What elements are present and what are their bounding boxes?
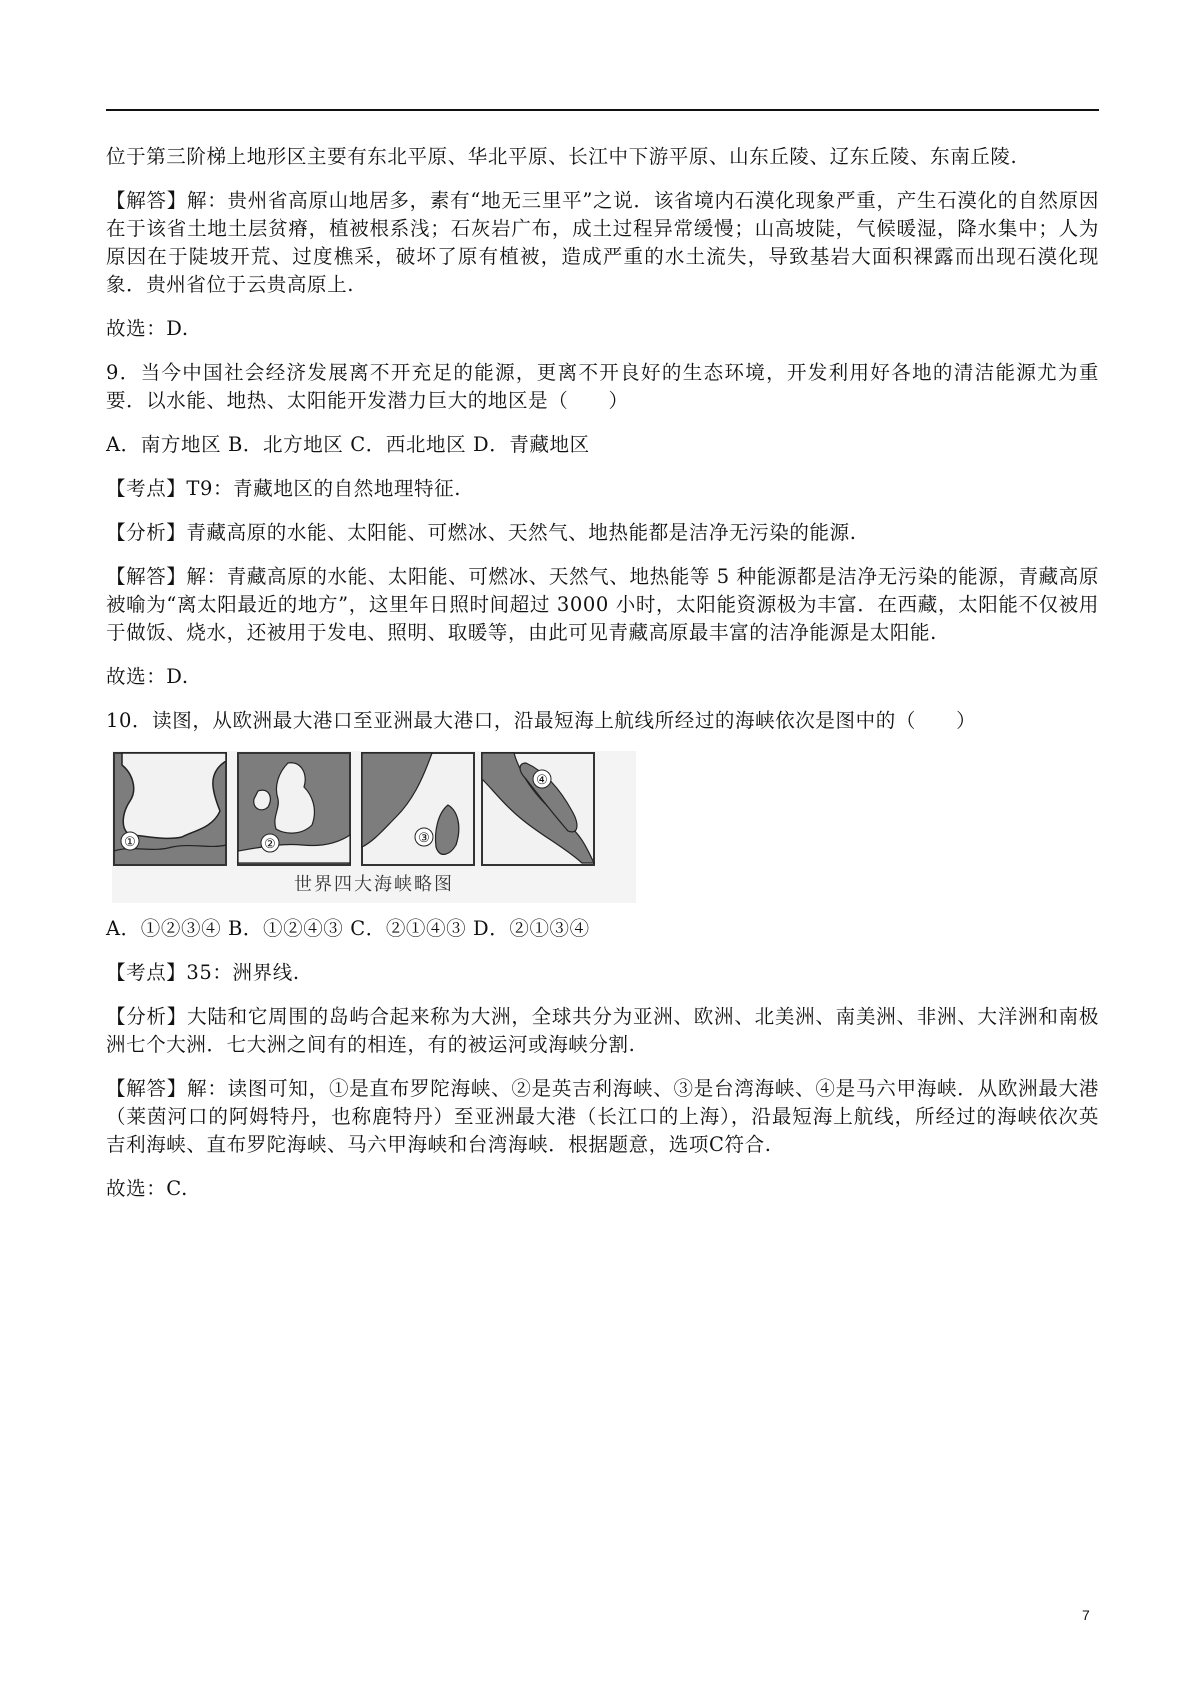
straits-figure <box>112 751 636 903</box>
point-10: 【考点】35：洲界线. <box>106 961 300 984</box>
panel-gibraltar <box>114 753 226 865</box>
panel-malacca <box>482 753 594 865</box>
answer-10: 【解答】解：读图可知，①是直布罗陀海峡、②是英吉利海峡、③是台湾海峡、④是马六甲海峡．从欧洲最大港（莱茵河口的阿姆特丹，也称鹿特丹）至亚洲最大港（长江口的上海），沿最短海上航线，所经过的海峡依次英吉利海峡、直布罗陀海峡、马六甲海峡和台湾海峡．根据题意，选项C符合. <box>106 1077 1099 1156</box>
options-10: A．①②③④ B．①②④③ C．②①④③ D．②①③④ <box>106 917 590 940</box>
paragraph-terrain: 位于第三阶梯上地形区主要有东北平原、华北平原、长江中下游平原、山东丘陵、辽东丘陵、东南丘陵. <box>106 145 1018 168</box>
figure-caption: 世界四大海峡略图 <box>294 874 454 895</box>
answer-9: 【解答】解：青藏高原的水能、太阳能、可燃冰、天然气、地热能等 5 种能源都是洁净无污染的能源，青藏高原被喻为“离太阳最近的地方”，这里年日照时间超过 3000 小时，太阳能资源极为丰富．在西藏，太阳能不仅被用于做饭、烧水，还被用于发电、照明、取暖等，由此可见青藏高原最丰富的洁净能源是太阳能. <box>106 565 1099 644</box>
options-9: A．南方地区 B．北方地区 C．西北地区 D．青藏地区 <box>106 433 590 456</box>
page-number: 7 <box>1082 1607 1090 1623</box>
document-body <box>106 143 1099 1219</box>
header-rule <box>106 109 1099 111</box>
analysis-9: 【分析】青藏高原的水能、太阳能、可燃冰、天然气、地热能都是洁净无污染的能源. <box>106 521 857 544</box>
svg-text:②: ② <box>264 837 276 852</box>
question-10: 10．读图，从欧洲最大港口至亚洲最大港口，沿最短海上航线所经过的海峡依次是图中的（ ） <box>106 709 977 732</box>
panel-taiwan-strait <box>362 753 474 865</box>
choice-d-2: 故选：D. <box>106 665 189 688</box>
choice-c: 故选：C. <box>106 1177 188 1200</box>
point-9: 【考点】T9：青藏地区的自然地理特征. <box>106 477 462 500</box>
svg-text:③: ③ <box>418 831 430 846</box>
choice-d-1: 故选：D. <box>106 317 189 340</box>
svg-text:①: ① <box>124 835 136 850</box>
analysis-10: 【分析】大陆和它周围的岛屿合起来称为大洲，全球共分为亚洲、欧洲、北美洲、南美洲、非洲、大洋洲和南极洲七个大洲．七大洲之间有的相连，有的被运河或海峡分割. <box>106 1005 1099 1056</box>
svg-text:④: ④ <box>536 773 548 788</box>
answer-guizhou: 【解答】解：贵州省高原山地居多，素有“地无三里平”之说．该省境内石漠化现象严重，产生石漠化的自然原因在于该省土地土层贫瘠，植被根系浅；石灰岩广布，成土过程异常缓慢；山高坡陡，气候暖湿，降水集中；人为原因在于陡坡开荒、过度樵采，破坏了原有植被，造成严重的水土流失，导致基岩大面积裸露而出现石漠化现象．贵州省位于云贵高原上. <box>106 189 1099 296</box>
panel-english-channel <box>238 753 350 865</box>
question-9: 9．当今中国社会经济发展离不开充足的能源，更离不开良好的生态环境，开发利用好各地的清洁能源尤为重要．以水能、地热、太阳能开发潜力巨大的地区是（ ） <box>106 361 1099 412</box>
